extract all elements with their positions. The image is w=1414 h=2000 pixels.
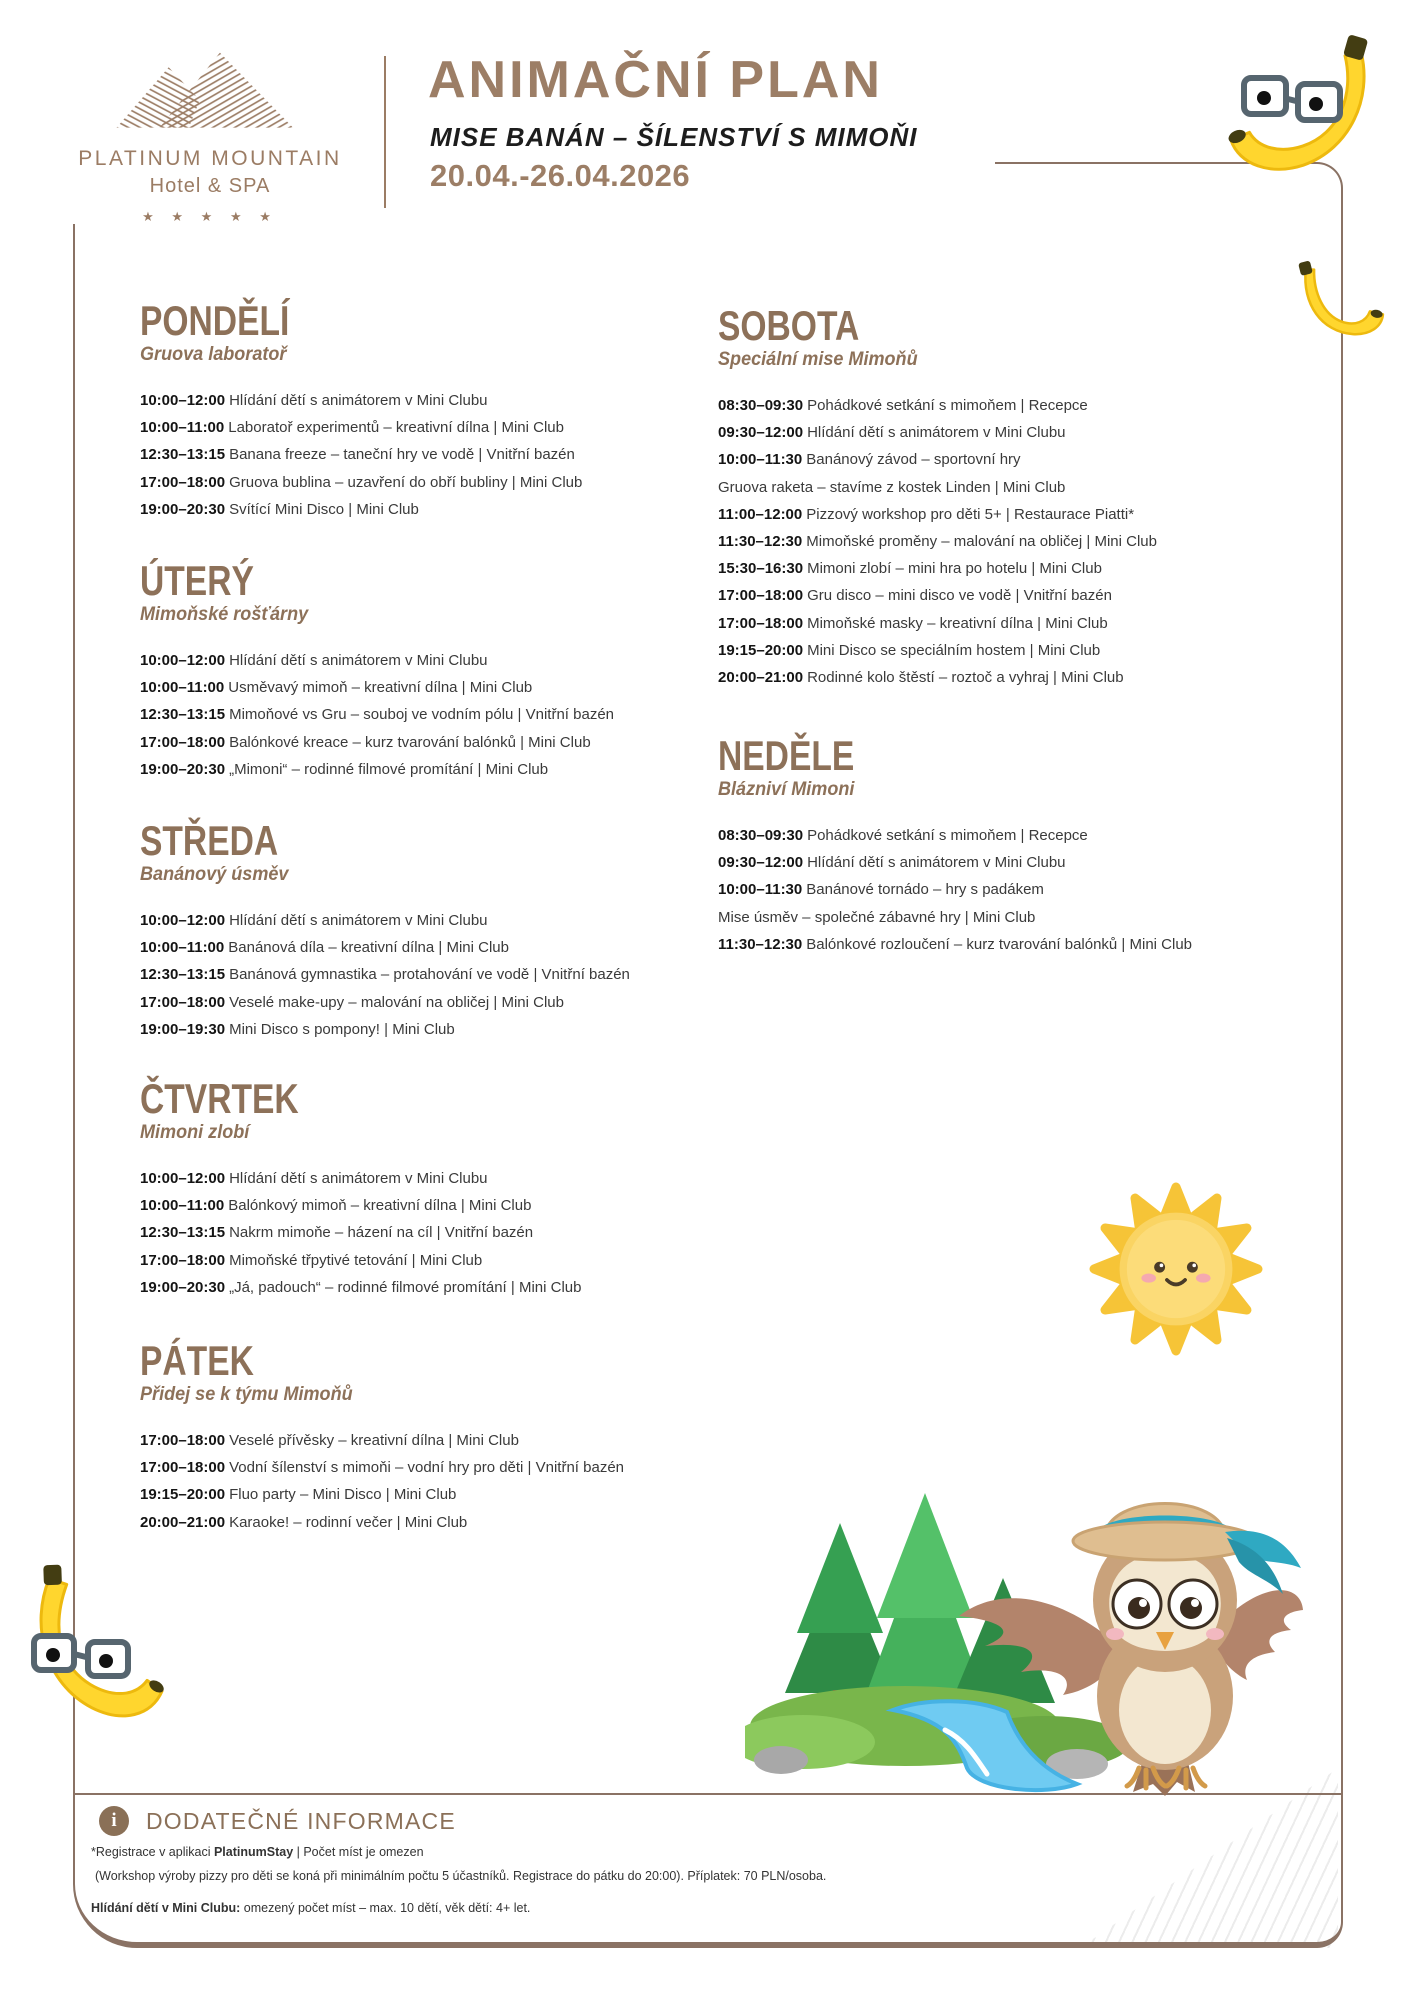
event-time: 12:30–13:15 [140, 966, 226, 984]
hotel-name: PLATINUM MOUNTAIN [78, 147, 342, 170]
event-text: Veselé přívěsky – kreativní dílna | Mini Club [229, 1432, 519, 1449]
event-item [140, 701, 700, 728]
banana-with-glasses-icon [1188, 26, 1388, 236]
event-item [140, 729, 700, 756]
event-time: 10:00–11:00 [140, 1197, 225, 1215]
event-time: 11:30–12:30 [718, 935, 803, 953]
event-item [140, 1454, 700, 1481]
event-text: Gruova bublina – uzavření do obří bubliny | Mini Club [229, 473, 583, 491]
event-text: Laboratoř experimentů – kreativní dílna | Mini Club [228, 419, 564, 437]
page-title: ANIMAČNÍ PLAN [428, 51, 883, 109]
event-item [140, 414, 700, 441]
day-heading: PONDĚLÍ [140, 297, 290, 344]
event-item [718, 931, 1358, 958]
event-time: 20:00–21:00 [718, 669, 804, 687]
event-text: Banánový závod – sportovní hry [806, 451, 1021, 469]
small-banana-icon [1296, 252, 1386, 347]
event-time: 17:00–18:00 [140, 733, 226, 751]
event-text: Veselé make-upy – malování na obličej | Mini Club [229, 993, 564, 1011]
event-time: 17:00–18:00 [140, 993, 226, 1011]
event-item [140, 756, 700, 783]
event-item [140, 1165, 700, 1192]
event-time: 10:00–11:30 [718, 881, 803, 899]
event-text: Banana freeze – taneční hry ve vodě | Vnitřní bazén [229, 446, 575, 464]
event-time: 11:30–12:30 [718, 533, 803, 551]
event-text: Mini Disco se speciálním hostem | Mini Club [807, 641, 1101, 659]
glasses-icon [34, 1636, 128, 1676]
event-item [140, 1509, 700, 1536]
day-theme: Mimoni zlobí [140, 1122, 250, 1143]
app-name: PlatinumStay [213, 1845, 294, 1859]
event-list [718, 822, 1358, 958]
event-item [718, 474, 1358, 501]
event-text: Karaoke! – rodinní večer | Mini Club [229, 1513, 468, 1531]
event-text: Pizzový workshop pro děti 5+ | Restaurace Piatti* [806, 505, 1135, 523]
note-text: *Registrace v aplikaci [91, 1845, 214, 1859]
event-text: Gruova raketa – stavíme z kostek Linden | Mini Club [718, 478, 1066, 496]
event-text: Hlídání dětí s animátorem v Mini Clubu [229, 652, 488, 669]
event-time: 10:00–11:00 [140, 419, 225, 437]
event-item [140, 934, 700, 961]
event-item [140, 1219, 700, 1246]
event-time: 19:15–20:00 [718, 641, 804, 659]
event-text: Hlídání dětí s animátorem v Mini Clubu [229, 912, 488, 929]
event-text: Banánová gymnastika – protahování ve vodě | Vnitřní bazén [229, 966, 630, 984]
event-item [140, 1481, 700, 1508]
event-text: Mimoňské masky – kreativní dílna | Mini Club [807, 614, 1108, 632]
glasses-icon [1244, 78, 1340, 120]
event-time: 09:30–12:00 [718, 424, 804, 442]
date-range: 20.04.-26.04.2026 [430, 158, 691, 193]
event-item [718, 904, 1358, 931]
event-time: 19:00–20:30 [140, 760, 226, 778]
event-item [718, 849, 1358, 876]
hotel-stars: ★ ★ ★ ★ ★ [142, 209, 278, 224]
event-text: Mise úsměv – společné zábavné hry | Mini Club [718, 908, 1036, 926]
day-section [718, 302, 1358, 691]
day-theme: Přidej se k týmu Mimoňů [140, 1384, 353, 1405]
event-time: 17:00–18:00 [718, 587, 804, 605]
event-text: Mimoňové vs Gru – souboj ve vodním pólu | Vnitřní bazén [229, 706, 615, 724]
event-item [140, 674, 700, 701]
event-time: 10:00–12:00 [140, 1170, 226, 1187]
event-time: 19:00–20:30 [140, 500, 226, 518]
event-text: Banánová díla – kreativní dílna | Mini Club [228, 939, 509, 957]
day-theme: Banánový úsměv [140, 864, 289, 885]
event-text: Hlídání dětí s animátorem v Mini Clubu [229, 1170, 488, 1187]
event-list [140, 907, 700, 1043]
event-text: Balónkové kreace – kurz tvarování balónků | Mini Club [229, 733, 591, 751]
hotel-logo-mountain-icon [112, 40, 304, 142]
event-time: 10:00–12:00 [140, 392, 226, 409]
event-text: Usměvavý mimoň – kreativní dílna | Mini Club [228, 679, 533, 697]
event-item [718, 876, 1358, 903]
event-list [140, 1427, 700, 1536]
day-heading: ÚTERÝ [140, 557, 254, 604]
event-item [718, 446, 1358, 473]
event-text: Vodní šílenství s mimoňi – vodní hry pro děti | Vnitřní bazén [229, 1459, 625, 1477]
event-text: Svítící Mini Disco | Mini Club [229, 500, 419, 518]
day-theme: Speciální mise Mimoňů [718, 349, 918, 370]
footer-note-workshop: (Workshop výroby pizzy pro děti se koná při minimálním počtu 5 účastníků. Registrace do pátku do 20:00). Příplatek: 70 PLN/osoba. [95, 1869, 827, 1883]
event-text: Hlídání dětí s animátorem v Mini Clubu [807, 854, 1066, 872]
event-item [140, 1192, 700, 1219]
day-section [140, 557, 700, 783]
event-item [718, 822, 1358, 849]
header-vertical-divider [384, 56, 386, 208]
event-text: Rodinné kolo štěstí – roztoč a vyhraj | Mini Club [807, 669, 1124, 687]
smiling-sun-icon [1085, 1178, 1267, 1360]
day-section [140, 817, 700, 1043]
event-time: 12:30–13:15 [140, 1224, 226, 1242]
event-item [140, 989, 700, 1016]
event-time: 09:30–12:00 [718, 854, 804, 872]
event-item [140, 1274, 700, 1301]
event-list [140, 387, 700, 523]
event-time: 19:00–20:30 [140, 1278, 226, 1296]
event-time: 19:00–19:30 [140, 1020, 226, 1038]
event-text: „Já, padouch“ – rodinné filmové promítání | Mini Club [229, 1278, 582, 1296]
event-text: Mimoňské třpytivé tetování | Mini Club [229, 1251, 483, 1269]
event-item [140, 469, 700, 496]
event-time: 08:30–09:30 [718, 397, 804, 414]
event-item [718, 664, 1358, 691]
event-item [140, 1427, 700, 1454]
event-item [718, 528, 1358, 555]
page-subtitle: MISE BANÁN – ŠÍLENSTVÍ S MIMOŇI [430, 122, 918, 152]
day-section [140, 297, 700, 523]
day-heading: SOBOTA [718, 302, 860, 349]
footer-note-registration [91, 1845, 424, 1859]
event-item [140, 441, 700, 468]
event-text: Mimoňské proměny – malování na obličej | Mini Club [806, 533, 1157, 551]
day-heading: STŘEDA [140, 817, 279, 864]
event-item [718, 637, 1358, 664]
event-time: 11:00–12:00 [718, 505, 803, 523]
banana-with-glasses-icon [6, 1562, 186, 1777]
event-list [140, 1165, 700, 1301]
event-item [718, 555, 1358, 582]
event-time: 17:00–18:00 [140, 473, 226, 491]
note-text: | Počet míst je omezen [293, 1845, 424, 1859]
event-text: Pohádkové setkání s mimoňem | Recepce [807, 827, 1088, 844]
owl-with-hat-forest-lake-illustration [745, 1438, 1305, 1798]
event-time: 15:30–16:30 [718, 560, 804, 578]
event-time: 10:00–11:30 [718, 451, 803, 469]
event-time: 10:00–12:00 [140, 912, 226, 929]
event-item [718, 501, 1358, 528]
event-text: Balónkové rozloučení – kurz tvarování balónků | Mini Club [806, 935, 1193, 953]
event-time: 10:00–11:00 [140, 679, 225, 697]
day-heading: ČTVRTEK [140, 1075, 299, 1122]
event-time: 10:00–11:00 [140, 939, 225, 957]
event-item [718, 392, 1358, 419]
day-section [140, 1337, 700, 1536]
event-item [140, 961, 700, 988]
event-item [718, 582, 1358, 609]
event-time: 17:00–18:00 [140, 1459, 226, 1477]
event-time: 17:00–18:00 [140, 1251, 226, 1269]
event-item [718, 419, 1358, 446]
event-item [140, 1016, 700, 1043]
footer-note-childcare [91, 1901, 530, 1915]
event-text: Gru disco – mini disco ve vodě | Vnitřní bazén [807, 587, 1112, 605]
event-text: „Mimoni“ – rodinné filmové promítání | Mini Club [229, 760, 549, 778]
event-time: 20:00–21:00 [140, 1513, 226, 1531]
day-theme: Mimoňské rošťárny [140, 604, 309, 625]
event-item [140, 496, 700, 523]
day-heading: PÁTEK [140, 1337, 254, 1384]
event-text: Pohádkové setkání s mimoňem | Recepce [807, 397, 1088, 414]
event-time: 17:00–18:00 [718, 614, 804, 632]
event-item [140, 1247, 700, 1274]
event-text: Nakrm mimoňe – házení na cíl | Vnitřní bazén [229, 1224, 534, 1242]
info-icon: i [99, 1806, 129, 1836]
day-theme: Blázniví Mimoni [718, 779, 855, 800]
day-section [140, 1075, 700, 1301]
event-time: 19:15–20:00 [140, 1486, 226, 1504]
event-time: 10:00–12:00 [140, 652, 226, 669]
event-text: Balónkový mimoň – kreativní dílna | Mini Club [228, 1197, 532, 1215]
event-item [140, 907, 700, 934]
event-list [140, 647, 700, 783]
note-text: omezený počet míst – max. 10 dětí, věk dětí: 4+ let. [240, 1901, 531, 1915]
day-heading: NEDĚLE [718, 732, 855, 779]
event-item [718, 610, 1358, 637]
event-text: Mini Disco s pompony! | Mini Club [229, 1020, 455, 1038]
event-text: Hlídání dětí s animátorem v Mini Clubu [807, 424, 1066, 442]
event-time: 17:00–18:00 [140, 1432, 226, 1449]
event-text: Fluo party – Mini Disco | Mini Club [229, 1486, 457, 1504]
event-text: Mimoni zlobí – mini hra po hotelu | Mini Club [807, 560, 1102, 578]
event-text: Banánové tornádo – hry s padákem [806, 881, 1044, 899]
day-theme: Gruova laboratoř [140, 344, 287, 365]
event-time: 12:30–13:15 [140, 706, 226, 724]
event-item [140, 387, 700, 414]
event-text: Hlídání dětí s animátorem v Mini Clubu [229, 392, 488, 409]
footer-heading: DODATEČNÉ INFORMACE [146, 1808, 456, 1834]
event-time: 12:30–13:15 [140, 446, 226, 464]
hotel-subtitle: Hotel & SPA [149, 175, 271, 197]
event-item [140, 647, 700, 674]
event-list [718, 392, 1358, 691]
note-bold: Hlídání dětí v Mini Clubu: [91, 1901, 241, 1915]
event-time: 08:30–09:30 [718, 827, 804, 844]
day-section [718, 732, 1358, 958]
